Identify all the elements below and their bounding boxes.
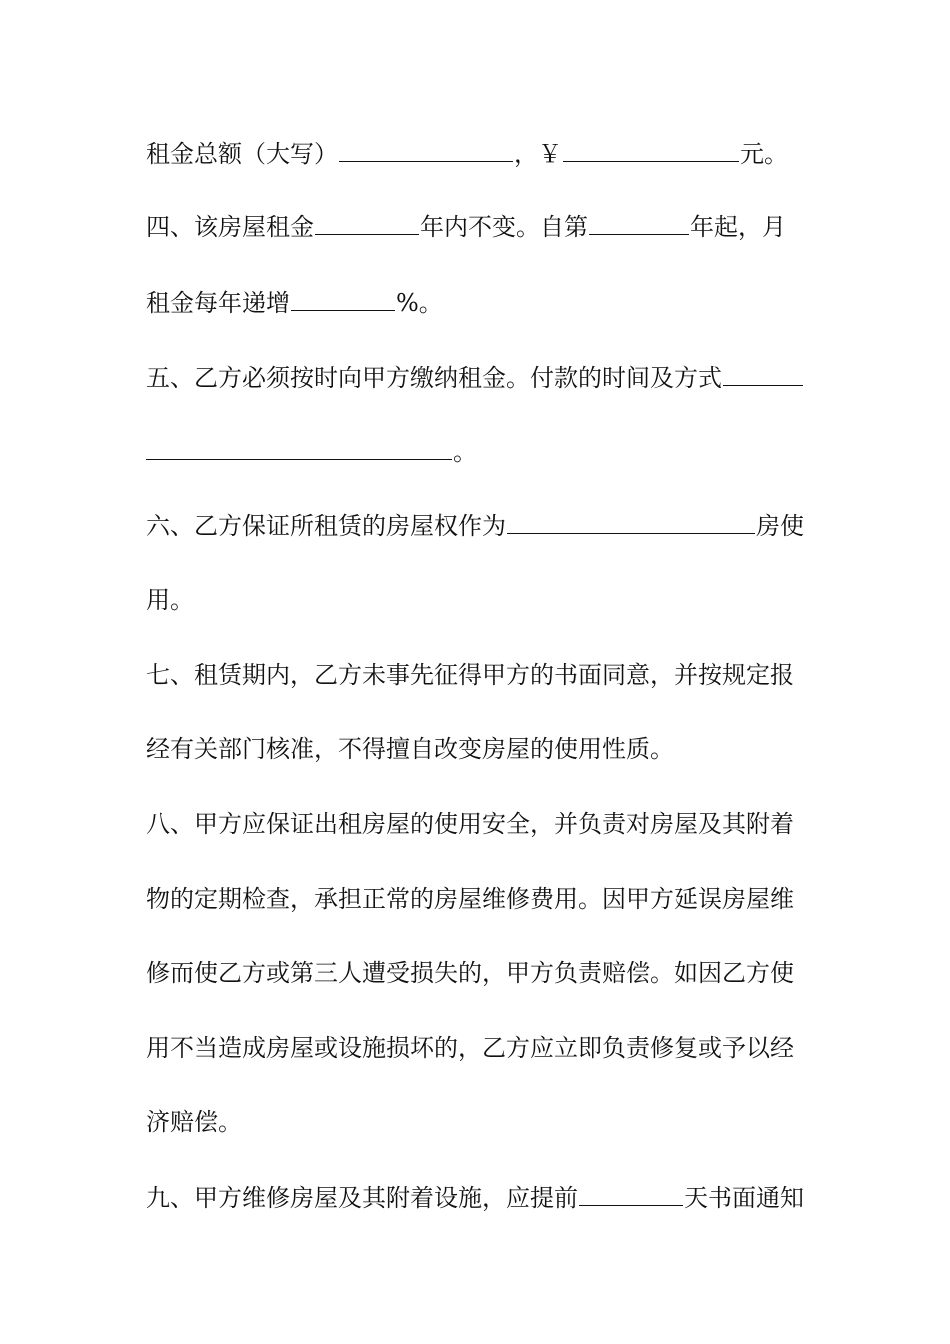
fill-blank-start-year[interactable] bbox=[589, 206, 689, 235]
fill-blank-payment-method-cont[interactable] bbox=[146, 431, 452, 460]
text-segment: 修而使乙方或第三人遭受损失的，甲方负责赔偿。如因乙方使 bbox=[146, 959, 794, 987]
fill-blank-notice-days[interactable] bbox=[579, 1177, 683, 1206]
text-line-clause-5-cont bbox=[146, 431, 808, 471]
fill-blank-payment-method[interactable] bbox=[723, 357, 803, 386]
text-line-clause-9 bbox=[146, 1177, 808, 1217]
text-line-clause-6-cont bbox=[146, 580, 808, 620]
text-segment: 元。 bbox=[740, 140, 788, 168]
text-segment: 天书面通知 bbox=[684, 1184, 804, 1212]
text-segment: 用。 bbox=[146, 586, 194, 614]
text-line-clause-6 bbox=[146, 505, 808, 545]
text-segment: 六、乙方保证所租赁的房屋权作为 bbox=[146, 512, 506, 540]
text-segment: 四、该房屋租金 bbox=[146, 213, 314, 241]
text-segment: 年起，月 bbox=[690, 213, 786, 241]
fill-blank-rent-total-amount[interactable] bbox=[563, 133, 739, 162]
text-segment: 八、甲方应保证出租房屋的使用安全，并负责对房屋及其附着 bbox=[146, 810, 794, 838]
text-segment: 七、租赁期内，乙方未事先征得甲方的书面同意，并按规定报 bbox=[146, 661, 794, 689]
fill-blank-rent-total-words[interactable] bbox=[339, 133, 513, 162]
fill-blank-usage-type[interactable] bbox=[507, 505, 755, 534]
text-line-clause-7-cont bbox=[146, 729, 808, 769]
text-line-clause-5 bbox=[146, 357, 808, 397]
text-line-clause-8-cont-2 bbox=[146, 953, 808, 993]
text-segment: 租金总额（大写） bbox=[146, 140, 338, 168]
text-segment: 济赔偿。 bbox=[146, 1108, 242, 1136]
text-segment: 九、甲方维修房屋及其附着设施，应提前 bbox=[146, 1184, 578, 1212]
text-segment: 物的定期检查，承担正常的房屋维修费用。因甲方延误房屋维 bbox=[146, 885, 794, 913]
text-line-clause-8-cont-1 bbox=[146, 879, 808, 919]
text-line-rent-total bbox=[146, 133, 808, 173]
text-segment: 用不当造成房屋或设施损坏的，乙方应立即负责修复或予以经 bbox=[146, 1034, 794, 1062]
text-line-clause-8 bbox=[146, 804, 808, 844]
text-segment: 五、乙方必须按时向甲方缴纳租金。付款的时间及方式 bbox=[146, 364, 722, 392]
text-segment: ，￥ bbox=[514, 140, 562, 168]
text-line-clause-8-cont-3 bbox=[146, 1028, 808, 1068]
text-segment: 经有关部门核准，不得擅自改变房屋的使用性质。 bbox=[146, 735, 674, 763]
fill-blank-years-unchanged[interactable] bbox=[315, 206, 419, 235]
text-segment: 年内不变。自第 bbox=[420, 213, 588, 241]
text-line-clause-8-cont-4 bbox=[146, 1102, 808, 1142]
text-line-clause-4 bbox=[146, 206, 808, 246]
text-segment: 房使 bbox=[756, 512, 804, 540]
fill-blank-annual-increase[interactable] bbox=[291, 282, 395, 311]
text-segment: %。 bbox=[396, 289, 443, 317]
text-line-clause-4-cont bbox=[146, 282, 808, 322]
text-line-clause-7 bbox=[146, 655, 808, 695]
text-segment: 。 bbox=[453, 438, 477, 466]
text-segment: 租金每年递增 bbox=[146, 289, 290, 317]
